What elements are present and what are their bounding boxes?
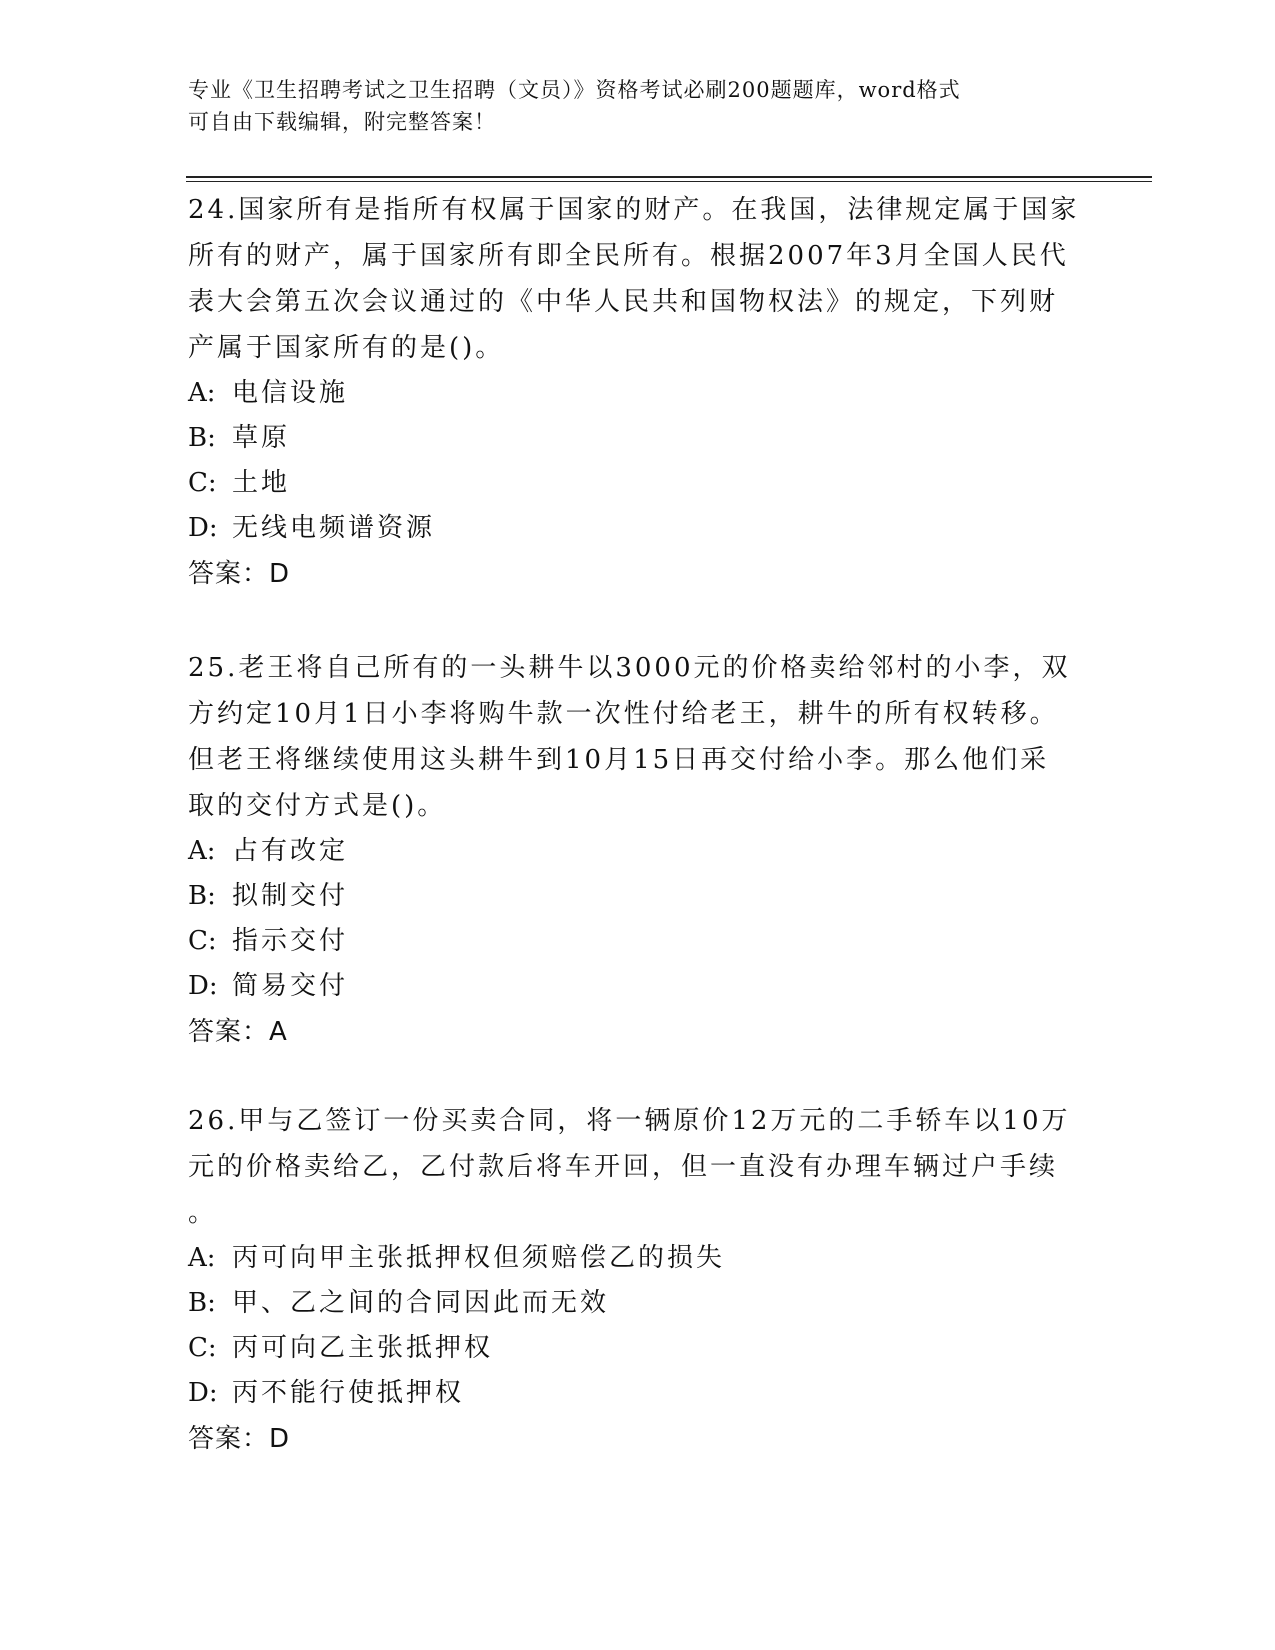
question-text-line: 26.甲与乙签订一份买卖合同，将一辆原价12万元的二手轿车以10万 (188, 1106, 1071, 1136)
option-a (188, 1236, 1088, 1281)
header-divider-thin (186, 181, 1152, 182)
option-key: D: (188, 513, 218, 543)
header-line-1: 专业《卫生招聘考试之卫生招聘（文员）》资格考试必刷200题题库，word格式 (188, 78, 961, 102)
option-key: B: (188, 881, 216, 911)
option-key: A: (188, 836, 216, 866)
page-header (188, 74, 1068, 138)
option-text: 占有改定 (232, 836, 349, 866)
option-text: 简易交付 (232, 971, 349, 1001)
option-text: 电信设施 (232, 378, 349, 408)
option-key: C: (188, 1333, 217, 1363)
option-text: 指示交付 (232, 926, 349, 956)
answer: 答案：D (188, 559, 291, 589)
question-25 (188, 645, 1088, 1055)
option-b (188, 874, 1088, 919)
option-c (188, 919, 1088, 964)
question-text-line: 24.国家所有是指所有权属于国家的财产。在我国，法律规定属于国家 (188, 195, 1080, 225)
question-text-line: 方约定10月1日小李将购牛款一次性付给老王，耕牛的所有权转移。 (188, 699, 1059, 729)
option-b (188, 1281, 1088, 1326)
option-text: 甲、乙之间的合同因此而无效 (232, 1288, 610, 1318)
question-text-line: 。 (188, 1198, 218, 1228)
option-key: C: (188, 926, 217, 956)
option-text: 拟制交付 (232, 881, 349, 911)
option-text: 草原 (232, 423, 291, 453)
option-d (188, 1371, 1088, 1416)
option-key: D: (188, 1378, 218, 1408)
option-a (188, 371, 1088, 416)
option-text: 丙可向乙主张抵押权 (232, 1333, 494, 1363)
question-text-line: 表大会第五次会议通过的《中华人民共和国物权法》的规定，下列财 (188, 287, 1059, 317)
header-line-2: 可自由下载编辑，附完整答案！ (188, 110, 496, 134)
header-divider-thick (186, 176, 1152, 178)
option-c (188, 461, 1088, 506)
option-text: 土地 (232, 468, 291, 498)
option-key: B: (188, 1288, 216, 1318)
question-text-line: 产属于国家所有的是()。 (188, 333, 505, 363)
option-b (188, 416, 1088, 461)
option-c (188, 1326, 1088, 1371)
option-d (188, 506, 1088, 551)
option-key: B: (188, 423, 216, 453)
option-key: A: (188, 1243, 216, 1273)
question-24 (188, 187, 1088, 597)
option-a (188, 829, 1088, 874)
question-text-line: 取的交付方式是()。 (188, 791, 447, 821)
question-text-line: 25.老王将自己所有的一头耕牛以3000元的价格卖给邻村的小李，双 (188, 653, 1071, 683)
option-d (188, 964, 1088, 1009)
option-key: A: (188, 378, 216, 408)
option-key: C: (188, 468, 217, 498)
answer: 答案：D (188, 1424, 291, 1454)
question-text-line: 所有的财产，属于国家所有即全民所有。根据2007年3月全国人民代 (188, 241, 1069, 271)
question-26 (188, 1098, 1088, 1462)
answer: 答案：A (188, 1017, 288, 1047)
question-text-line: 但老王将继续使用这头耕牛到10月15日再交付给小李。那么他们采 (188, 745, 1050, 775)
option-text: 丙不能行使抵押权 (232, 1378, 465, 1408)
option-text: 无线电频谱资源 (232, 513, 436, 543)
option-text: 丙可向甲主张抵押权但须赔偿乙的损失 (232, 1243, 726, 1273)
option-key: D: (188, 971, 218, 1001)
question-text-line: 元的价格卖给乙，乙付款后将车开回，但一直没有办理车辆过户手续 (188, 1152, 1059, 1182)
